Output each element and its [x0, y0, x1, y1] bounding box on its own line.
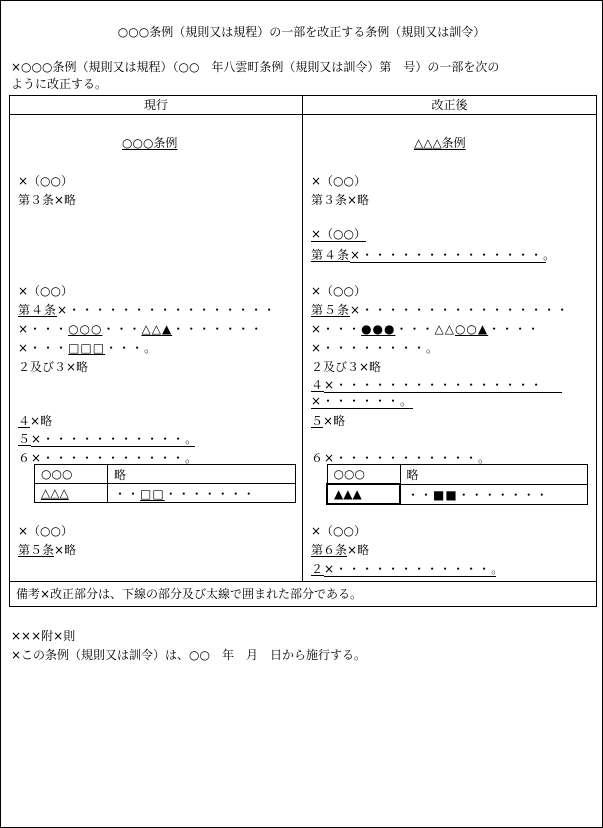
article-number: 第４条	[18, 303, 58, 317]
comparison-table	[9, 95, 597, 607]
enforcement-clause: ×この条例（規則又は訓令）は、○○ 年 月 日から施行する。	[11, 648, 366, 662]
paragraph-text: ×・・・・・・・・・・・・・・・・	[324, 378, 562, 393]
revised-inner-table	[326, 464, 588, 505]
revised-paragraph-6: ６×・・・・・・・・・・・。	[311, 451, 492, 465]
paragraph-number: ２	[311, 562, 325, 576]
revised-article-5-line-3: ×・・・・・・・・。	[311, 341, 440, 355]
paragraph-text: ×・・・・・・・・・・・。	[31, 432, 199, 446]
text-segment: ×・・・	[18, 341, 69, 355]
text-segment: ・・・△△	[395, 322, 455, 336]
inner-table-cell-boxed: ▲▲▲	[327, 484, 400, 504]
article-number: 第５条	[311, 303, 351, 317]
inner-table-cell	[35, 484, 108, 503]
article-text: ×・・・・・・・・・・・・・・・・	[57, 303, 277, 317]
amended-segment: □□□	[68, 341, 106, 355]
revised-article-5-line-2	[311, 320, 540, 337]
paragraph-number: ５	[18, 432, 32, 446]
amended-segment: ○○▲	[454, 322, 489, 336]
article-number: 第４条	[311, 248, 351, 262]
inner-table-cell	[108, 484, 296, 503]
paragraph-text: ×略	[323, 414, 346, 428]
revised-new-article-caption	[311, 227, 366, 242]
inner-table-cell: ○○○	[327, 465, 400, 485]
paragraph-number: ４	[311, 378, 325, 392]
inner-table-cell: ○○○	[35, 465, 108, 484]
column-header-current: 現行	[10, 96, 302, 115]
revised-paragraph-4	[311, 376, 562, 393]
supplementary-provisions-heading: ×××附×則	[11, 629, 76, 643]
intro-line-2: ように改正する。	[11, 77, 108, 91]
intro-line-1: ×○○○条例（規則又は規程）（○○ 年八雲町条例（規則又は訓令）第 号）の一部を次の	[11, 60, 500, 74]
revised-paragraph-4-cont	[311, 394, 413, 409]
current-article-4-line-3	[18, 339, 157, 356]
table-note: 備考×改正部分は、下線の部分及び太線で囲まれた部分である。	[16, 587, 363, 601]
current-paragraph-4	[18, 412, 52, 429]
article-text: ×略	[54, 543, 77, 557]
text-segment: ・・・・・・・	[457, 487, 549, 502]
article-text: ×・・・・・・・・・・・・・・・・	[350, 303, 570, 317]
article-number: 第５条	[18, 543, 55, 557]
revised-article-3: 第３条×略	[311, 193, 370, 207]
text-segment: ・・・・・・・	[164, 486, 256, 501]
column-header-revised: 改正後	[303, 96, 596, 115]
text-segment: ・・・・	[488, 322, 541, 336]
paragraph-text: ×・・・・・・・・・・・・。	[324, 562, 505, 576]
article-text: ×・・・・・・・・・・・・・・。	[350, 248, 557, 262]
revised-new-article-4	[311, 246, 557, 263]
current-article-caption: ×（○○）	[18, 174, 73, 188]
current-paragraph-5	[18, 430, 199, 447]
amended-segment: ■■	[433, 487, 458, 502]
article-text: ×略	[347, 543, 370, 557]
current-article-caption: ×（○○）	[18, 284, 73, 298]
inner-table-cell	[400, 484, 588, 504]
text-segment: ・・	[114, 486, 141, 501]
revised-ordinance-heading: △△△条例	[414, 136, 466, 150]
paragraph-text: ×略	[30, 414, 53, 428]
revised-paragraphs-2-3: ２及び３×略	[311, 360, 382, 374]
current-ordinance-heading: ○○○条例	[122, 136, 178, 150]
column-divider	[302, 96, 303, 582]
text-segment: ×・・・	[311, 322, 362, 336]
revised-article-caption: ×（○○）	[311, 524, 366, 538]
revised-article-6	[311, 541, 369, 558]
current-article-5	[18, 541, 76, 558]
inner-table-cell: 略	[108, 465, 296, 484]
note-divider	[10, 581, 596, 582]
amended-segment: □□	[140, 486, 165, 501]
document-title: ○○○条例（規則又は規程）の一部を改正する条例（規則又は訓令）	[117, 25, 486, 39]
amended-segment: △△▲	[141, 322, 173, 336]
amended-segment: ×（○○）	[311, 227, 366, 241]
current-paragraphs-2-3: ２及び３×略	[18, 360, 89, 374]
text-segment: ・・・	[102, 322, 142, 336]
current-article-4-line-2	[18, 320, 263, 337]
amended-segment: ●●●	[361, 322, 396, 336]
text-segment: ・・	[407, 487, 434, 502]
current-article-4	[18, 301, 276, 318]
text-segment: ・・・・・・・	[172, 322, 264, 336]
paragraph-text: ×・・・・・・。	[311, 394, 414, 408]
current-article-caption: ×（○○）	[18, 524, 73, 538]
article-number: 第６条	[311, 543, 348, 557]
revised-article-caption: ×（○○）	[311, 284, 366, 298]
current-inner-table	[34, 464, 296, 503]
current-article-3: 第３条×略	[18, 193, 77, 207]
amended-segment: ○○○	[68, 322, 103, 336]
revised-article-6-paragraph-2	[311, 560, 505, 577]
revised-article-caption: ×（○○）	[311, 174, 366, 188]
text-segment: ・・・。	[105, 341, 158, 355]
paragraph-number: ５	[311, 414, 324, 428]
current-paragraph-6: ６×・・・・・・・・・・・。	[18, 451, 199, 465]
revised-paragraph-5	[311, 412, 345, 429]
inner-table-cell: 略	[400, 465, 588, 485]
revised-article-5	[311, 301, 569, 318]
amended-segment: △△△	[41, 486, 69, 500]
text-segment: ×・・・	[18, 322, 69, 336]
paragraph-number: ４	[18, 414, 31, 428]
